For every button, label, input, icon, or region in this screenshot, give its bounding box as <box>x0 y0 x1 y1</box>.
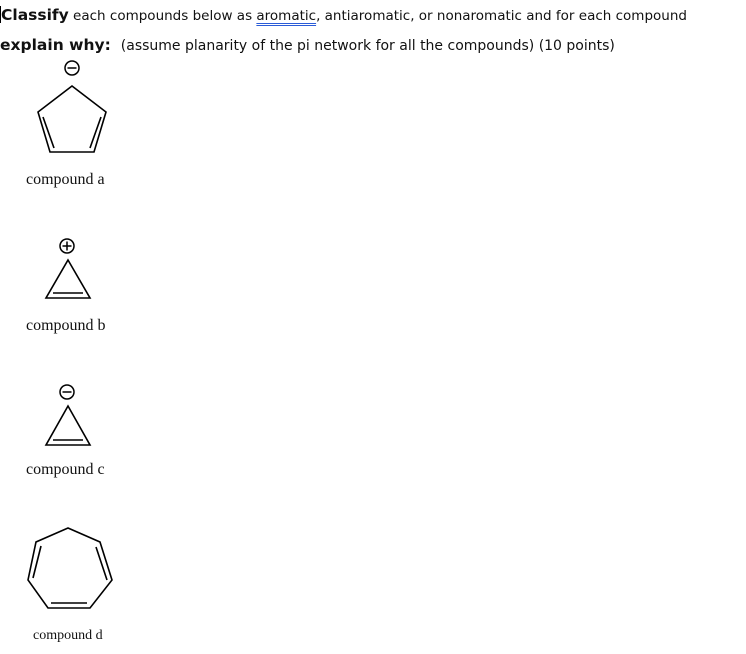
compound-d-structure <box>22 522 118 616</box>
cyclopropenyl-ring <box>46 260 90 298</box>
spellcheck-underlined-word[interactable]: aromatic <box>256 8 317 24</box>
compound-a-label: compound a <box>26 171 105 188</box>
question-lead-rest: each compounds below as <box>68 8 257 24</box>
cyclopropenyl-ring <box>46 406 90 445</box>
question-lead-bold: Classify <box>1 6 69 24</box>
positive-charge-icon <box>60 239 74 253</box>
compound-a-structure <box>30 56 114 160</box>
negative-charge-icon <box>65 61 79 75</box>
question-line2-bold: explain why: <box>0 36 111 54</box>
question-after-underline: , antiaromatic, or nonaromatic and for each compound <box>316 8 687 24</box>
negative-charge-icon <box>60 385 74 399</box>
question-line2-rest: (assume planarity of the pi network for all the compounds) (10 points) <box>120 38 615 54</box>
question-line-1 <box>0 6 687 24</box>
compound-b-structure <box>40 234 96 302</box>
cyclopentadienyl-ring <box>38 86 106 152</box>
compound-c-label: compound c <box>26 461 105 478</box>
compound-c-structure <box>40 380 96 450</box>
cycloheptatriene-ring <box>28 528 112 608</box>
question-line-2 <box>0 36 615 54</box>
compound-b-label: compound b <box>26 317 106 334</box>
compound-d-label: compound d <box>33 628 103 643</box>
